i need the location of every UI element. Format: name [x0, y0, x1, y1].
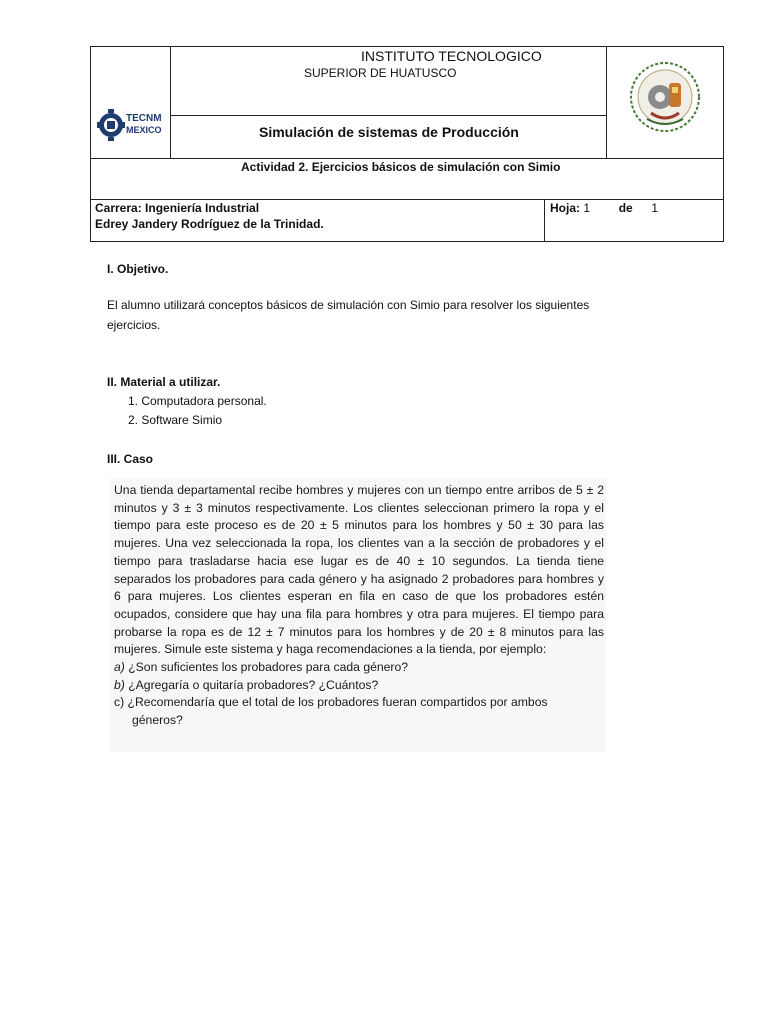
- seal-logo-cell: [607, 47, 723, 158]
- objective-text-line1: El alumno utilizará conceptos básicos de simulación con Simio para resolver los siguientes: [107, 298, 590, 312]
- of-label: de: [618, 201, 633, 215]
- question-b: b) ¿Agregaría o quitaría probadores? ¿Cuántos?: [114, 677, 379, 692]
- case-image: [110, 478, 606, 752]
- svg-text:MEXICO: MEXICO: [126, 125, 162, 135]
- case-paragraph: Una tienda departamental recibe hombres y mujeres con un tiempo entre arribos de 5 ± 2 minutos y 3 ± 3 minutos respectivamente. Los clientes seleccionan primero la ropa y el tiempo para este proceso es de 20 ± 5 minutos para los hombres y 50 ± 30 para las mujeres. Una vez seleccionada la ropa, los clientes van a la sección de probadores y el tiempo para trasladarse hacia ese lugar es de 40 ± 10 segundos. La tienda tiene separados los probadores para cada género y ha asignado 2 probadores para hombres y 6 para mujeres. Los clientes esperan en fila en caso de que los probadores estén ocupados, considere que hay una fila para hombres y otra para mujeres. El tiempo para probarse la ropa es de 12 ± 7 minutos para los hombres y de 20 ± 8 minutos para las mujeres. Simule este sistema y haga recomendaciones a la tienda, por ejemplo:: [114, 483, 604, 657]
- sheet-cell: [545, 200, 723, 241]
- document-header: [90, 46, 724, 242]
- question-c: c) ¿Recomendaría que el total de los probadores fueran compartidos por ambos: [114, 695, 548, 710]
- activity-cell: [91, 158, 723, 200]
- subject-cell: [171, 116, 607, 158]
- sheet-label: Hoja:: [550, 201, 580, 215]
- sheet-number: 1: [583, 201, 591, 215]
- objective-text-line2: ejercicios.: [107, 318, 161, 332]
- career-label: Carrera: Ingeniería Industrial: [95, 201, 260, 215]
- activity-title: Actividad 2. Ejercicios básicos de simulación con Simio: [241, 160, 561, 174]
- list-item: 2. Software Simio: [128, 413, 223, 427]
- subject-title: Simulación de sistemas de Producción: [259, 124, 519, 140]
- student-name: Edrey Jandery Rodríguez de la Trinidad.: [95, 217, 324, 231]
- institute-location: SUPERIOR DE HUATUSCO: [304, 66, 457, 80]
- case-heading: III. Caso: [107, 452, 154, 466]
- institute-seal-icon: [629, 61, 701, 133]
- sheet-total: 1: [651, 201, 659, 215]
- list-item: 1. Computadora personal.: [128, 394, 267, 408]
- institute-name: INSTITUTO TECNOLOGICO: [361, 48, 542, 64]
- material-heading: II. Material a utilizar.: [107, 375, 221, 389]
- question-a: a) ¿Son suficientes los probadores para cada género?: [114, 660, 409, 675]
- institute-cell: [171, 47, 607, 116]
- student-info-cell: [91, 200, 545, 241]
- sheet-counter: [550, 201, 658, 215]
- tecnm-logo: [97, 99, 169, 151]
- case-body: [114, 482, 604, 730]
- tecnm-logo-cell: [91, 47, 171, 158]
- svg-text:TECNM: TECNM: [126, 113, 162, 124]
- question-c-continuation: géneros?: [132, 713, 183, 728]
- objective-heading: I. Objetivo.: [107, 262, 169, 276]
